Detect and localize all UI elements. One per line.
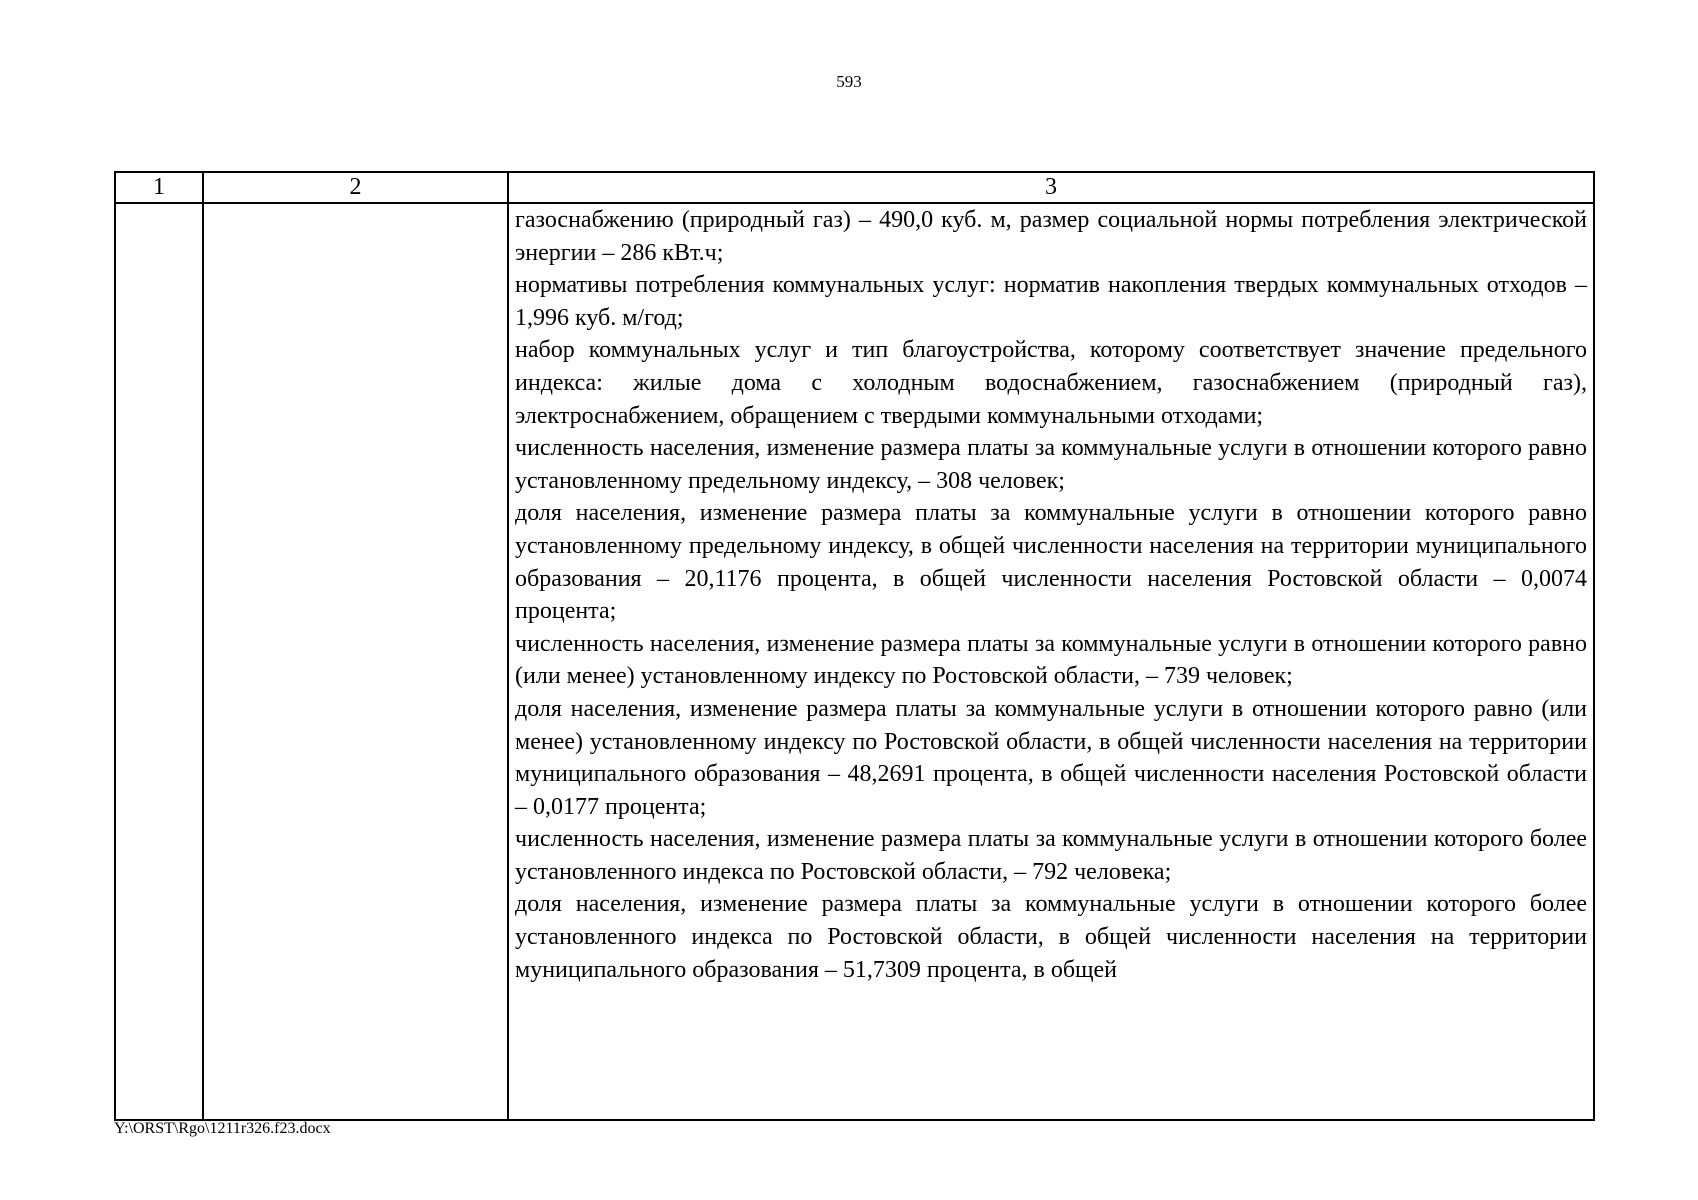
paragraph: набор коммунальных услуг и тип благоустройства, которому соответствует значение предельного индекса: жилые дома с холодным водоснабжением, газоснабжением (природный газ), электроснабжением, обращением с твердыми коммунальными отходами;: [515, 337, 1587, 429]
paragraph: численность населения, изменение размера платы за коммунальные услуги в отношении которого равно (или менее) установленному индексу по Ростовской области, – 739 человек;: [515, 630, 1587, 690]
column-header-3: 3: [508, 172, 1594, 203]
paragraph: нормативы потребления коммунальных услуг: норматив накопления твердых коммунальных отходов – 1,996 куб. м/год;: [515, 272, 1587, 331]
paragraph: доля населения, изменение размера платы за коммунальные услуги в отношении которого равно (или менее) установленному индексу по Ростовской области, в общей численности населения на территории муниципального образования – 48,2691 процента, в общей численности населения Ростовской области – 0,0177 процента;: [515, 695, 1587, 820]
cell-column-3: [508, 203, 1594, 1120]
paragraph: доля населения, изменение размера платы за коммунальные услуги в отношении которого более установленного индекса по Ростовской области, в общей численности населения на территории муниципального образования – 51,7309 процента, в общей: [515, 891, 1587, 983]
paragraph: доля населения, изменение размера платы за коммунальные услуги в отношении которого равно установленному предельному индексу, в общей численности населения на территории муниципального образования – 20,1176 процента, в общей численности населения Ростовской области – 0,0074 процента;: [515, 500, 1587, 625]
cell-column-1: [115, 203, 203, 1120]
table-header-row: [115, 172, 1594, 203]
document-table: [114, 171, 1595, 1121]
column-header-1: 1: [115, 172, 203, 203]
paragraph: газоснабжению (природный газ) – 490,0 куб. м, размер социальной нормы потребления электрической энергии – 286 кВт.ч;: [515, 207, 1587, 266]
cell-column-2: [203, 203, 508, 1120]
page-number: 593: [836, 72, 862, 91]
paragraph: численность населения, изменение размера платы за коммунальные услуги в отношении которого более установленного индекса по Ростовской области, – 792 человека;: [515, 826, 1587, 885]
file-path-footer: Y:\ORST\Rgo\1211r326.f23.docx: [114, 1120, 331, 1137]
paragraph: численность населения, изменение размера платы за коммунальные услуги в отношении которого равно установленному предельному индексу, – 308 человек;: [515, 435, 1587, 494]
column-header-2: 2: [203, 172, 508, 203]
table-row: [115, 203, 1594, 1120]
